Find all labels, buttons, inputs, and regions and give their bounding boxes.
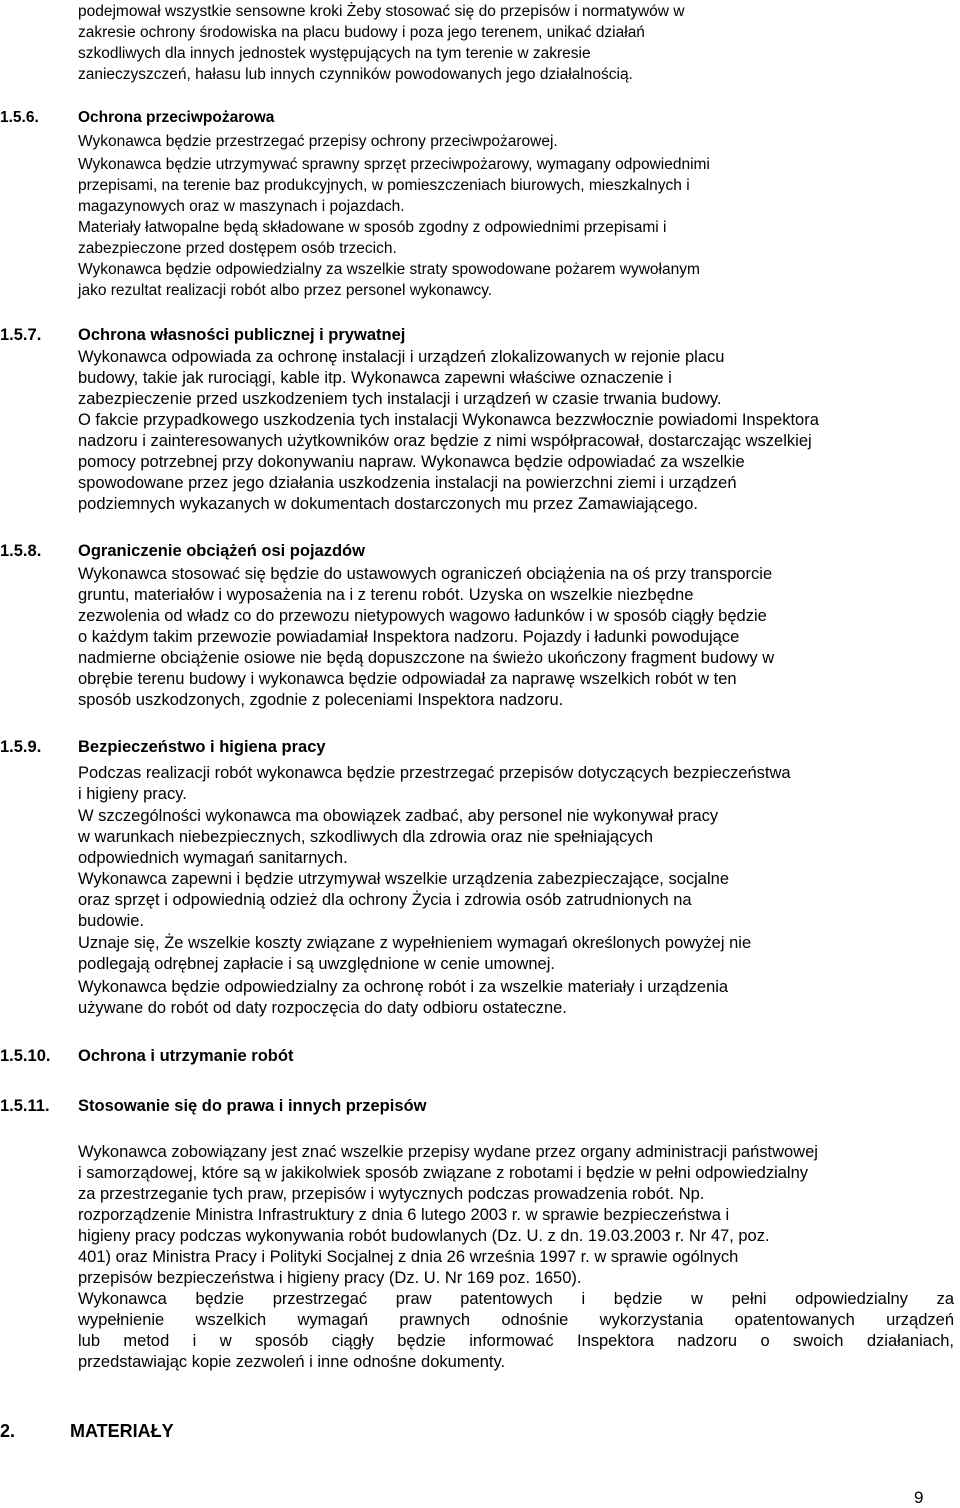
body-line: Wykonawca będzie przestrzegać praw patentowych i będzie w pełni odpowiedzialny za — [78, 1290, 954, 1308]
body-line: nadmierne obciążenie osiowe nie będą dopuszczone na świeżo ukończony fragment budowy w — [78, 649, 775, 667]
body-line: przepisami, na terenie baz produkcyjnych, w pomieszczeniach biurowych, mieszkalnych i — [78, 177, 690, 194]
body-line: i higieny pracy. — [78, 785, 187, 803]
body-line: Wykonawca zapewni i będzie utrzymywał wszelkie urządzenia zabezpieczające, socjalne — [78, 870, 729, 888]
body-line: zabezpieczenie przed uszkodzeniem tych instalacji i urządzeń w czasie trwania budowy. — [78, 390, 722, 408]
body-line: Wykonawca stosować się będzie do ustawowych ograniczeń obciążenia na oś przy transporcie — [78, 565, 773, 583]
body-line: przepisów bezpieczeństwa i higieny pracy (Dz. U. Nr 169 poz. 1650). — [78, 1269, 582, 1287]
intro-line: szkodliwych dla innych jednostek występujących na tym terenie w zakresie — [78, 45, 591, 62]
body-line: o każdym takim przewozie powiadamiał Inspektora nadzoru. Pojazdy i ładunki powodujące — [78, 628, 740, 646]
body-line: Wykonawca odpowiada za ochronę instalacji i urządzeń zlokalizowanych w rejonie placu — [78, 348, 725, 366]
section-number: 1.5.11. — [0, 1097, 50, 1115]
body-line: Wykonawca będzie odpowiedzialny za ochronę robót i za wszelkie materiały i urządzenia — [78, 978, 729, 996]
body-line: lub metod i w sposób ciągły będzie informować Inspektora nadzoru o swoich działaniach, — [78, 1332, 954, 1350]
section-number: 1.5.7. — [0, 326, 42, 344]
body-line: zezwolenia od władz co do przewozu nietypowych wagowo ładunków i w sposób ciągły będzie — [78, 607, 767, 625]
section-title: Ochrona własności publicznej i prywatnej — [78, 326, 406, 344]
section-title: Ochrona przeciwpożarowa — [78, 109, 275, 126]
body-line: podlegają odrębnej zapłacie i są uwzględnione w cenie umownej. — [78, 955, 555, 973]
body-line: 401) oraz Ministra Pracy i Polityki Socjalnej z dnia 26 września 1997 r. w sprawie ogólnych — [78, 1248, 739, 1266]
body-line: pomocy potrzebnej przy dokonywaniu napraw. Wykonawca będzie odpowiadać za wszelkie — [78, 453, 745, 471]
body-line: rozporządzenie Ministra Infrastruktury z dnia 6 lutego 2003 r. w sprawie bezpieczeństwa i — [78, 1206, 730, 1224]
body-line: Wykonawca będzie odpowiedzialny za wszelkie straty spowodowane pożarem wywołanym — [78, 261, 700, 278]
intro-line: zakresie ochrony środowiska na placu budowy i poza jego terenem, unikać działań — [78, 24, 645, 41]
body-line: jako rezultat realizacji robót albo przez personel wykonawcy. — [78, 282, 493, 299]
body-line: Wykonawca będzie przestrzegać przepisy ochrony przeciwpożarowej. — [78, 133, 558, 150]
body-line: budowie. — [78, 912, 145, 930]
body-line: Wykonawca zobowiązany jest znać wszelkie przepisy wydane przez organy administracji państwowej — [78, 1143, 818, 1161]
body-line: nadzoru i zainteresowanych użytkowników oraz będzie z nimi współpracował, dostarczając wszelkiej — [78, 432, 812, 450]
body-line: gruntu, materiałów i wyposażenia na i z terenu robót. Uzyska on wszelkie niezbędne — [78, 586, 694, 604]
body-line: oraz sprzęt i odpowiednią odzież dla ochrony Życia i zdrowia osób zatrudnionych na — [78, 891, 692, 909]
body-line: za przestrzeganie tych praw, przepisów i wytycznych podczas prowadzenia robót. Np. — [78, 1185, 705, 1203]
chapter-title: MATERIAŁY — [70, 1421, 174, 1441]
section-title: Ograniczenie obciążeń osi pojazdów — [78, 542, 365, 560]
body-line: W szczególności wykonawca ma obowiązek zadbać, aby personel nie wykonywał pracy — [78, 807, 719, 825]
section-number: 1.5.10. — [0, 1047, 51, 1065]
body-line: O fakcie przypadkowego uszkodzenia tych instalacji Wykonawca bezzwłocznie powiadomi Inspektora — [78, 411, 819, 429]
body-line: podziemnych wykazanych w dokumentach dostarczonych mu przez Zamawiającego. — [78, 495, 698, 513]
page-number: 9 — [914, 1488, 924, 1507]
chapter-number: 2. — [0, 1421, 16, 1441]
body-line: sposób uszkodzonych, zgodnie z poleceniami Inspektora nadzoru. — [78, 691, 564, 709]
intro-line: podejmował wszystkie sensowne kroki Żeby stosować się do przepisów i normatywów w — [78, 3, 685, 20]
intro-line: zanieczyszczeń, hałasu lub innych czynników powodowanych jego działalnością. — [78, 66, 633, 83]
section-title: Bezpieczeństwo i higiena pracy — [78, 738, 326, 756]
body-line: przedstawiając kopie zezwoleń i inne odnośne dokumenty. — [78, 1353, 506, 1371]
section-title: Ochrona i utrzymanie robót — [78, 1047, 294, 1065]
body-line: higieny pracy podczas wykonywania robót budowlanych (Dz. U. z dn. 19.03.2003 r. Nr 47, poz. — [78, 1227, 770, 1245]
section-number: 1.5.9. — [0, 738, 42, 756]
body-line: budowy, takie jak rurociągi, kable itp. Wykonawca zapewni właściwe oznaczenie i — [78, 369, 672, 387]
body-line: spowodowane przez jego działania uszkodzenia instalacji na powierzchni ziemi i urządzeń — [78, 474, 737, 492]
body-line: Uznaje się, Że wszelkie koszty związane z wypełnieniem wymagań określonych powyżej nie — [78, 934, 752, 952]
body-line: zabezpieczone przed dostępem osób trzecich. — [78, 240, 397, 257]
body-line: wypełnienie wszelkich wymagań prawnych odnośnie wykorzystania opatentowanych urządzeń — [78, 1311, 954, 1329]
section-title: Stosowanie się do prawa i innych przepisów — [78, 1097, 427, 1115]
body-line: Podczas realizacji robót wykonawca będzie przestrzegać przepisów dotyczących bezpieczeństwa — [78, 764, 791, 782]
body-line: Wykonawca będzie utrzymywać sprawny sprzęt przeciwpożarowy, wymagany odpowiednimi — [78, 156, 710, 173]
body-line: Materiały łatwopalne będą składowane w sposób zgodny z odpowiednimi przepisami i — [78, 219, 667, 236]
body-line: i samorządowej, które są w jakikolwiek sposób związane z robotami i będzie w pełni odpowiedzialny — [78, 1164, 809, 1182]
section-number: 1.5.6. — [0, 109, 39, 126]
section-number: 1.5.8. — [0, 542, 42, 560]
body-line: w warunkach niebezpiecznych, szkodliwych dla zdrowia oraz nie spełniających — [78, 828, 654, 846]
body-line: używane do robót od daty rozpoczęcia do daty odbioru ostateczne. — [78, 999, 567, 1017]
body-line: odpowiednich wymagań sanitarnych. — [78, 849, 348, 867]
body-line: magazynowych oraz w maszynach i pojazdach. — [78, 198, 405, 215]
body-line: obrębie terenu budowy i wykonawca będzie odpowiadał za naprawę wszelkich robót w ten — [78, 670, 737, 688]
